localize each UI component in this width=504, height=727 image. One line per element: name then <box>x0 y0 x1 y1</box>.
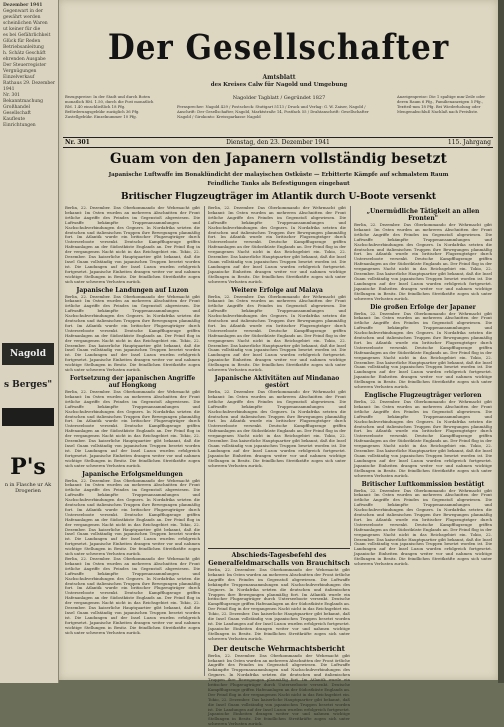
column-rule-2 <box>350 206 351 546</box>
strip-line: ut keiner für die <box>3 27 41 32</box>
section-heading-japaner: Die großen Erfolge der Japaner <box>370 303 476 311</box>
strip-line: Großhandel <box>3 105 30 110</box>
section-heading-brauchitsch: Abschieds-Tagesbefehl des Generalfeldmarschalls von Brauchitsch <box>208 551 350 567</box>
section-heading-luzon: Japanische Landungen auf Luzon <box>76 286 189 294</box>
col3-text-b: Berlin, 22. Dezember. Das Oberkommando der Wehrmacht gibt bekannt: Im Osten wurden an mehreren Abschnitten der Front örtliche Angriffe des Feindes im Gegenstoß abgewiesen. Die Luftwaffe bekämpfte Truppenansammlungen und Nachschubverbindungen des Gegners. In Nordafrika setzten die deutschen und italienischen Truppen ihre Bewegungen planmäßig fort. Im Atlantik wurde ein britischer Flugzeugträger durch Unterseeboote versenkt. Deutsche Kampfflugzeuge griffen Hafenanlagen an der Südostküste Englands an. Der Feind flog in der vergangenen Nacht nicht in das Reichsgebiet ein. Tokio, 22. Dezember. Das kaiserliche Hauptquartier gibt bekannt, daß die Insel Guam vollständig von japanischen Truppen besetzt worden ist. Die Landungen auf der Insel Luzon wurden erfolgreich fortgesetzt. Japanische Einheiten drangen weiter vor und nahmen wichtige Stellungen in Besitz. Die feindlichen Streitkräfte zogen sich unter schweren Verlusten zurück. <box>354 310 492 390</box>
strip-text-lines <box>0 9 58 129</box>
masthead-subtitle-3: Nagolder Tagblatt / Gegründet 1827 <box>232 95 326 101</box>
strip-line: Bekanntmachung <box>3 99 44 104</box>
strip-line: es bei Gefährlichkeit <box>3 33 51 38</box>
col3-text-c: Berlin, 22. Dezember. Das Oberkommando der Wehrmacht gibt bekannt: Im Osten wurden an mehreren Abschnitten der Front örtliche Angriffe des Feindes im Gegenstoß abgewiesen. Die Luftwaffe bekämpfte Truppenansammlungen und Nachschubverbindungen des Gegners. In Nordafrika setzten die deutschen und italienischen Truppen ihre Bewegungen planmäßig fort. Im Atlantik wurde ein britischer Flugzeugträger durch Unterseeboote versenkt. Deutsche Kampfflugzeuge griffen Hafenanlagen an der Südostküste Englands an. Der Feind flog in der vergangenen Nacht nicht in das Reichsgebiet ein. Tokio, 22. Dezember. Das kaiserliche Hauptquartier gibt bekannt, daß die Insel Guam vollständig von japanischen Truppen besetzt worden ist. Die Landungen auf der Insel Luzon wurden erfolgreich fortgesetzt. Japanische Einheiten drangen weiter vor und nahmen wichtige Stellungen in Besitz. Die feindlichen Streitkräfte zogen sich unter schweren Verlusten zurück. <box>354 399 492 478</box>
section-heading-taetigkeit: „Unermüdliche Tätigkeit an allen Fronten" <box>366 208 480 222</box>
column-3 <box>354 206 492 676</box>
section-heading-malaya: Weitere Erfolge auf Malaya <box>231 286 323 294</box>
masthead-subtitle-2: des Kreises Calw für Nagold und Umgebung <box>210 82 348 88</box>
section-heading-wehrmachtsbericht: Der deutsche Wehrmachtsbericht <box>213 643 345 653</box>
strip-ad-small: n in Flasche ur Ak Drogerien <box>4 482 52 494</box>
col1-text-d: Berlin, 22. Dezember. Das Oberkommando der Wehrmacht gibt bekannt: Im Osten wurden an mehreren Abschnitten der Front örtliche Angriffe des Feindes im Gegenstoß abgewiesen. Die Luftwaffe bekämpfte Truppenansammlungen und Nachschubverbindungen des Gegners. In Nordafrika setzten die deutschen und italienischen Truppen ihre Bewegungen planmäßig fort. Im Atlantik wurde ein britischer Flugzeugträger durch Unterseeboote versenkt. Deutsche Kampfflugzeuge griffen Hafenanlagen an der Südostküste Englands an. Der Feind flog in der vergangenen Nacht nicht in das Reichsgebiet ein. Tokio, 22. Dezember. Das kaiserliche Hauptquartier gibt bekannt, daß die Insel Guam vollständig von japanischen Truppen besetzt worden ist. Die Landungen auf der Insel Luzon wurden erfolgreich fortgesetzt. Japanische Einheiten drangen weiter vor und nahmen wichtige Stellungen in Besitz. Die feindlichen Streitkräfte zogen sich unter schweren Verlusten zurück. <box>65 477 200 557</box>
col2-text-a: Berlin, 22. Dezember. Das Oberkommando der Wehrmacht gibt bekannt: Im Osten wurden an mehreren Abschnitten der Front örtliche Angriffe des Feindes im Gegenstoß abgewiesen. Die Luftwaffe bekämpfte Truppenansammlungen und Nachschubverbindungen des Gegners. In Nordafrika setzten die deutschen und italienischen Truppen ihre Bewegungen planmäßig fort. Im Atlantik wurde ein britischer Flugzeugträger durch Unterseeboote versenkt. Deutsche Kampfflugzeuge griffen Hafenanlagen an der Südostküste Englands an. Der Feind flog in der vergangenen Nacht nicht in das Reichsgebiet ein. Tokio, 22. Dezember. Das kaiserliche Hauptquartier gibt bekannt, daß die Insel Guam vollständig von japanischen Truppen besetzt worden ist. Die Landungen auf der Insel Luzon wurden erfolgreich fortgesetzt. Japanische Einheiten drangen weiter vor und nahmen wichtige Stellungen in Besitz. Die feindlichen Streitkräfte zogen sich unter schweren Verlusten zurück. <box>208 205 346 284</box>
strip-line: gewährt werden <box>3 15 41 20</box>
strip-line: 1941 <box>3 87 15 92</box>
header-col-prices: Bezugspreise: In der Stadt und durch Boten monatlich RM. 1.50, durch die Post monatlich RM. 1.40 einschließlich 18 Pfg. Beförderungsgebühr zuzüglich 36 Pfg. Zustellgebühr. Einzelnummer 10 Pfg. <box>65 94 154 119</box>
main-headline: Guam von den Japanern vollständig besetzt <box>109 151 448 167</box>
strip-ad-nagold: Nagold <box>2 343 54 365</box>
section-heading-mindanao: Japanische Aktivitäten auf Mindanao gestört <box>214 375 340 389</box>
strip-line: Betriebsanleitung <box>3 45 44 50</box>
issue-number: Nr. 301 <box>65 139 90 146</box>
headline-subline-1: Japanische Luftwaffe im Bonaklündicht der malayischen Ostküste — Erbitterte Kämpfe auf schmalstem Raum <box>108 172 449 178</box>
strip-ad-dark <box>2 408 54 426</box>
strip-ad-berges: s Berges" <box>3 380 53 390</box>
col1-text-b: Berlin, 22. Dezember. Das Oberkommando der Wehrmacht gibt bekannt: Im Osten wurden an mehreren Abschnitten der Front örtliche Angriffe des Feindes im Gegenstoß abgewiesen. Die Luftwaffe bekämpfte Truppenansammlungen und Nachschubverbindungen des Gegners. In Nordafrika setzten die deutschen und italienischen Truppen ihre Bewegungen planmäßig fort. Im Atlantik wurde ein britischer Flugzeugträger durch Unterseeboote versenkt. Deutsche Kampfflugzeuge griffen Hafenanlagen an der Südostküste Englands an. Der Feind flog in der vergangenen Nacht nicht in das Reichsgebiet ein. Tokio, 22. Dezember. Das kaiserliche Hauptquartier gibt bekannt, daß die Insel Guam vollständig von japanischen Truppen besetzt worden ist. Die Landungen auf der Insel Luzon wurden erfolgreich fortgesetzt. Japanische Einheiten drangen weiter vor und nahmen wichtige Stellungen in Besitz. Die feindlichen Streitkräfte zogen sich unter schweren Verlusten zurück. <box>65 293 200 373</box>
strip-line: Gesellschaft <box>3 111 31 116</box>
issue-date: Dienstag, den 23. Dezember 1941 <box>226 139 330 146</box>
col2-text-c: Berlin, 22. Dezember. Das Oberkommando der Wehrmacht gibt bekannt: Im Osten wurden an mehreren Abschnitten der Front örtliche Angriffe des Feindes im Gegenstoß abgewiesen. Die Luftwaffe bekämpfte Truppenansammlungen und Nachschubverbindungen des Gegners. In Nordafrika setzten die deutschen und italienischen Truppen ihre Bewegungen planmäßig fort. Im Atlantik wurde ein britischer Flugzeugträger durch Unterseeboote versenkt. Deutsche Kampfflugzeuge griffen Hafenanlagen an der Südostküste Englands an. Der Feind flog in der vergangenen Nacht nicht in das Reichsgebiet ein. Tokio, 22. Dezember. Das kaiserliche Hauptquartier gibt bekannt, daß die Insel Guam vollständig von japanischen Truppen besetzt worden ist. Die Landungen auf der Insel Luzon wurden erfolgreich fortgesetzt. Japanische Einheiten drangen weiter vor und nahmen wichtige Stellungen in Besitz. Die feindlichen Streitkräfte zogen sich unter schweren Verlusten zurück. <box>208 389 346 468</box>
strip-line: Einzelverkauf <box>3 75 35 80</box>
column-1 <box>65 206 200 676</box>
issue-year: 115. Jahrgang <box>447 139 491 146</box>
dateline-bar <box>63 137 493 148</box>
strip-line: Einrichtungen <box>3 123 36 128</box>
section-heading-luftkommission: Britischer Luftkommission bestätigt <box>361 480 485 488</box>
section-heading-flugzeugtraeger: Englische Flugzeugträger verloren <box>364 392 482 399</box>
col1-text-a: Berlin, 22. Dezember. Das Oberkommando der Wehrmacht gibt bekannt: Im Osten wurden an mehreren Abschnitten der Front örtliche Angriffe des Feindes im Gegenstoß abgewiesen. Die Luftwaffe bekämpfte Truppenansammlungen und Nachschubverbindungen des Gegners. In Nordafrika setzten die deutschen und italienischen Truppen ihre Bewegungen planmäßig fort. Im Atlantik wurde ein britischer Flugzeugträger durch Unterseeboote versenkt. Deutsche Kampfflugzeuge griffen Hafenanlagen an der Südostküste Englands an. Der Feind flog in der vergangenen Nacht nicht in das Reichsgebiet ein. Tokio, 22. Dezember. Das kaiserliche Hauptquartier gibt bekannt, daß die Insel Guam vollständig von japanischen Truppen besetzt worden ist. Die Landungen auf der Insel Luzon wurden erfolgreich fortgesetzt. Japanische Einheiten drangen weiter vor und nahmen wichtige Stellungen in Besitz. Die feindlichen Streitkräfte zogen sich unter schweren Verlusten zurück. <box>65 205 200 284</box>
previous-page-strip <box>0 0 59 683</box>
second-headline: Britischer Flugzeugträger im Atlantik durch U-Boote versenkt <box>121 192 436 202</box>
lower-text-b: Berlin, 22. Dezember. Das Oberkommando der Wehrmacht gibt bekannt: Im Osten wurden an mehreren Abschnitten der Front örtliche Angriffe des Feindes im Gegenstoß abgewiesen. Die Luftwaffe bekämpfte Truppenansammlungen und Nachschubverbindungen des Gegners. In Nordafrika setzten die deutschen und italienischen Truppen ihre Bewegungen planmäßig fort. Im Atlantik wurde ein britischer Flugzeugträger durch Unterseeboote versenkt. Deutsche Kampfflugzeuge griffen Hafenanlagen an der Südostküste Englands an. Der Feind flog in der vergangenen Nacht nicht in das Reichsgebiet ein. Tokio, 22. Dezember. Das kaiserliche Hauptquartier gibt bekannt, daß die Insel Guam vollständig von japanischen Truppen besetzt worden ist. Die Landungen auf der Insel Luzon wurden erfolgreich fortgesetzt. Japanische Einheiten drangen weiter vor und nahmen wichtige Stellungen in Besitz. Die feindlichen Streitkräfte zogen sich unter schweren Verlusten zurück. <box>208 652 350 727</box>
strip-line: Glück für Reden <box>3 39 41 44</box>
header-col-ads: Anzeigenpreise: Die 1 spaltige mm-Zeile oder deren Raum 6 Pfg., Familienanzeigen 5 Pfg., Textteil-mm 18 Pfg. Bei Wiederholung oder Mengenabschluß Nachlaß nach Preisliste. <box>397 94 486 114</box>
newspaper-page <box>59 0 498 727</box>
strip-line: Kaufleute <box>3 117 25 122</box>
masthead-subtitle-1: Amtsblatt <box>262 74 296 81</box>
col3-text-a: Berlin, 22. Dezember. Das Oberkommando der Wehrmacht gibt bekannt: Im Osten wurden an mehreren Abschnitten der Front örtliche Angriffe des Feindes im Gegenstoß abgewiesen. Die Luftwaffe bekämpfte Truppenansammlungen und Nachschubverbindungen des Gegners. In Nordafrika setzten die deutschen und italienischen Truppen ihre Bewegungen planmäßig fort. Im Atlantik wurde ein britischer Flugzeugträger durch Unterseeboote versenkt. Deutsche Kampfflugzeuge griffen Hafenanlagen an der Südostküste Englands an. Der Feind flog in der vergangenen Nacht nicht in das Reichsgebiet ein. Tokio, 22. Dezember. Das kaiserliche Hauptquartier gibt bekannt, daß die Insel Guam vollständig von japanischen Truppen besetzt worden ist. Die Landungen auf der Insel Luzon wurden erfolgreich fortgesetzt. Japanische Einheiten drangen weiter vor und nahmen wichtige Stellungen in Besitz. Die feindlichen Streitkräfte zogen sich unter schweren Verlusten zurück. <box>354 222 492 301</box>
header-col-contact: Fernsprecher: Nagold 429 / Postscheck: Stuttgart 5113 / Druck und Verlag: G. W. Zaiser, Nagold / Anschrift: Der Gesellschafter, Nagold, Marktstraße 14, Postfach 55 / Drahtanschrift: Gesellschafter Nagold / Girokonto: Kreissparkasse Nagold <box>177 104 369 119</box>
strip-line: h. Schätz Geschäft <box>3 51 46 56</box>
lower-middle-block <box>208 548 350 727</box>
strip-line: scheinlichen Waren <box>3 21 48 26</box>
strip-line: Nr. 301 <box>3 93 21 98</box>
col3-text-d: Berlin, 22. Dezember. Das Oberkommando der Wehrmacht gibt bekannt: Im Osten wurden an mehreren Abschnitten der Front örtliche Angriffe des Feindes im Gegenstoß abgewiesen. Die Luftwaffe bekämpfte Truppenansammlungen und Nachschubverbindungen des Gegners. In Nordafrika setzten die deutschen und italienischen Truppen ihre Bewegungen planmäßig fort. Im Atlantik wurde ein britischer Flugzeugträger durch Unterseeboote versenkt. Deutsche Kampfflugzeuge griffen Hafenanlagen an der Südostküste Englands an. Der Feind flog in der vergangenen Nacht nicht in das Reichsgebiet ein. Tokio, 22. Dezember. Das kaiserliche Hauptquartier gibt bekannt, daß die Insel Guam vollständig von japanischen Truppen besetzt worden ist. Die Landungen auf der Insel Luzon wurden erfolgreich fortgesetzt. Japanische Einheiten drangen weiter vor und nahmen wichtige Stellungen in Besitz. Die feindlichen Streitkräfte zogen sich unter schweren Verlusten zurück. <box>354 487 492 567</box>
section-heading-hongkong: Fortsetzung der japanischen Angriffe auf Hongkong <box>69 375 196 389</box>
strip-line: Der Steuerregister <box>3 63 47 68</box>
strip-date: Dezember 1941 <box>3 3 43 8</box>
strip-line: ehrenden Ausgabe <box>3 57 46 62</box>
strip-line: Gegenwart in der <box>3 9 44 14</box>
column-2 <box>208 206 346 546</box>
col1-text-e: Berlin, 22. Dezember. Das Oberkommando der Wehrmacht gibt bekannt: Im Osten wurden an mehreren Abschnitten der Front örtliche Angriffe des Feindes im Gegenstoß abgewiesen. Die Luftwaffe bekämpfte Truppenansammlungen und Nachschubverbindungen des Gegners. In Nordafrika setzten die deutschen und italienischen Truppen ihre Bewegungen planmäßig fort. Im Atlantik wurde ein britischer Flugzeugträger durch Unterseeboote versenkt. Deutsche Kampfflugzeuge griffen Hafenanlagen an der Südostküste Englands an. Der Feind flog in der vergangenen Nacht nicht in das Reichsgebiet ein. Tokio, 22. Dezember. Das kaiserliche Hauptquartier gibt bekannt, daß die Insel Guam vollständig von japanischen Truppen besetzt worden ist. Die Landungen auf der Insel Luzon wurden erfolgreich fortgesetzt. Japanische Einheiten drangen weiter vor und nahmen wichtige Stellungen in Besitz. Die feindlichen Streitkräfte zogen sich unter schweren Verlusten zurück. <box>65 556 200 635</box>
strip-ad-big: P's <box>10 454 46 480</box>
col1-text-c: Berlin, 22. Dezember. Das Oberkommando der Wehrmacht gibt bekannt: Im Osten wurden an mehreren Abschnitten der Front örtliche Angriffe des Feindes im Gegenstoß abgewiesen. Die Luftwaffe bekämpfte Truppenansammlungen und Nachschubverbindungen des Gegners. In Nordafrika setzten die deutschen und italienischen Truppen ihre Bewegungen planmäßig fort. Im Atlantik wurde ein britischer Flugzeugträger durch Unterseeboote versenkt. Deutsche Kampfflugzeuge griffen Hafenanlagen an der Südostküste Englands an. Der Feind flog in der vergangenen Nacht nicht in das Reichsgebiet ein. Tokio, 22. Dezember. Das kaiserliche Hauptquartier gibt bekannt, daß die Insel Guam vollständig von japanischen Truppen besetzt worden ist. Die Landungen auf der Insel Luzon wurden erfolgreich fortgesetzt. Japanische Einheiten drangen weiter vor und nahmen wichtige Stellungen in Besitz. Die feindlichen Streitkräfte zogen sich unter schweren Verlusten zurück. <box>65 389 200 468</box>
col2-text-b: Berlin, 22. Dezember. Das Oberkommando der Wehrmacht gibt bekannt: Im Osten wurden an mehreren Abschnitten der Front örtliche Angriffe des Feindes im Gegenstoß abgewiesen. Die Luftwaffe bekämpfte Truppenansammlungen und Nachschubverbindungen des Gegners. In Nordafrika setzten die deutschen und italienischen Truppen ihre Bewegungen planmäßig fort. Im Atlantik wurde ein britischer Flugzeugträger durch Unterseeboote versenkt. Deutsche Kampfflugzeuge griffen Hafenanlagen an der Südostküste Englands an. Der Feind flog in der vergangenen Nacht nicht in das Reichsgebiet ein. Tokio, 22. Dezember. Das kaiserliche Hauptquartier gibt bekannt, daß die Insel Guam vollständig von japanischen Truppen besetzt worden ist. Die Landungen auf der Insel Luzon wurden erfolgreich fortgesetzt. Japanische Einheiten drangen weiter vor und nahmen wichtige Stellungen in Besitz. Die feindlichen Streitkräfte zogen sich unter schweren Verlusten zurück. <box>208 293 346 373</box>
headline-subline-2: Feindliche Tanks als Befestigungen eingebaut <box>207 181 350 187</box>
column-rule-1 <box>204 206 205 676</box>
strip-line: Vergnügungen <box>3 69 37 74</box>
section-heading-erfolg: Japanische Erfolgsmeldungen <box>82 470 183 478</box>
masthead-title: Der Gesellschafter <box>107 27 450 69</box>
lower-text-a: Berlin, 22. Dezember. Das Oberkommando der Wehrmacht gibt bekannt: Im Osten wurden an mehreren Abschnitten der Front örtliche Angriffe des Feindes im Gegenstoß abgewiesen. Die Luftwaffe bekämpfte Truppenansammlungen und Nachschubverbindungen des Gegners. In Nordafrika setzten die deutschen und italienischen Truppen ihre Bewegungen planmäßig fort. Im Atlantik wurde ein britischer Flugzeugträger durch Unterseeboote versenkt. Deutsche Kampfflugzeuge griffen Hafenanlagen an der Südostküste Englands an. Der Feind flog in der vergangenen Nacht nicht in das Reichsgebiet ein. Tokio, 22. Dezember. Das kaiserliche Hauptquartier gibt bekannt, daß die Insel Guam vollständig von japanischen Truppen besetzt worden ist. Die Landungen auf der Insel Luzon wurden erfolgreich fortgesetzt. Japanische Einheiten drangen weiter vor und nahmen wichtige Stellungen in Besitz. Die feindlichen Streitkräfte zogen sich unter schweren Verlusten zurück. <box>208 567 350 641</box>
strip-line: Rathaus 29. Dezember <box>3 81 56 86</box>
book-binding-edge <box>498 0 504 683</box>
